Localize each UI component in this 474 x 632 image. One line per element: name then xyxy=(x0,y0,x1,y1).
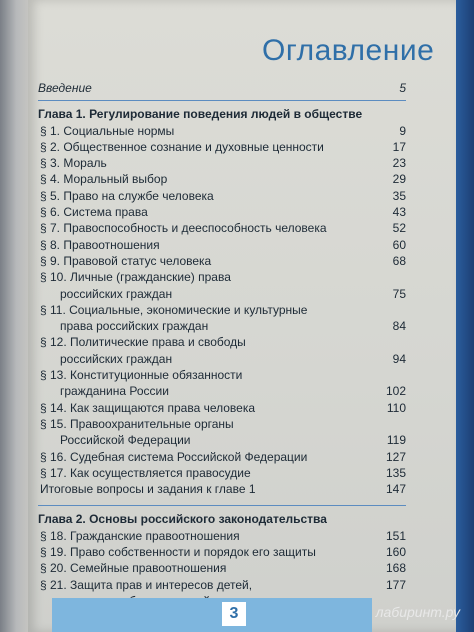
toc-item-label: § 7. Правоспособность и дееспособность человека xyxy=(40,221,327,236)
toc-item-label: § 2. Общественное сознание и духовные ценности xyxy=(40,139,324,154)
toc-item-page: 127 xyxy=(385,449,406,464)
toc-item[interactable] xyxy=(38,139,406,155)
toc-item[interactable] xyxy=(38,188,406,204)
toc-intro[interactable] xyxy=(38,80,406,96)
toc-item[interactable] xyxy=(38,204,406,220)
toc-item-label: § 3. Мораль xyxy=(40,156,107,171)
toc-item[interactable] xyxy=(38,155,406,171)
toc-item-page: 94 xyxy=(392,351,406,366)
page-number: 3 xyxy=(222,602,246,626)
toc-item-label: § 19. Право собственности и порядок его защиты xyxy=(40,545,316,560)
toc-item-label: § 21. Защита прав и интересов детей, xyxy=(40,577,253,592)
toc-item-page: 135 xyxy=(385,465,406,480)
toc-item[interactable] xyxy=(38,528,406,544)
footer-bar xyxy=(52,598,372,632)
toc-item-label: Российской Федерации xyxy=(60,433,191,448)
toc-item-label: § 18. Гражданские правоотношения xyxy=(40,528,240,543)
toc-item-page: 110 xyxy=(386,400,406,415)
divider xyxy=(38,100,406,101)
toc-item-label: § 8. Правоотношения xyxy=(40,237,160,252)
toc-item-page: 68 xyxy=(392,253,406,268)
toc-item-page: 52 xyxy=(392,221,406,236)
toc-item-label: § 5. Право на службе человека xyxy=(40,188,214,203)
toc-item-label: § 9. Правовой статус человека xyxy=(40,253,212,268)
toc-item[interactable] xyxy=(38,334,406,350)
toc-item-page: 102 xyxy=(385,384,406,399)
toc-item[interactable] xyxy=(38,400,406,416)
toc-item[interactable] xyxy=(38,416,406,432)
toc-item[interactable] xyxy=(38,481,406,497)
book-cover-edge xyxy=(456,0,474,632)
toc-item[interactable] xyxy=(38,432,406,448)
toc-item-page: 9 xyxy=(399,123,406,138)
toc-item-page: 23 xyxy=(392,156,406,171)
toc-item[interactable] xyxy=(38,544,406,560)
toc-item-page: 177 xyxy=(385,577,406,592)
toc-item-page: 5 xyxy=(399,81,406,95)
toc-item-label: § 14. Как защищаются права человека xyxy=(40,400,256,415)
toc-item-label: Итоговые вопросы и задания к главе 1 xyxy=(40,482,256,497)
toc-item-label: § 13. Конституционные обязанности xyxy=(40,368,243,383)
toc-item[interactable] xyxy=(38,269,406,285)
toc-item-page: 29 xyxy=(392,172,406,187)
toc-item-label: § 1. Социальные нормы xyxy=(40,123,175,138)
toc-item-label: российских граждан xyxy=(60,286,173,301)
toc-item[interactable] xyxy=(38,465,406,481)
toc-item-label: российских граждан xyxy=(60,351,173,366)
page-title: Оглавление xyxy=(262,34,435,67)
toc-item-page: 75 xyxy=(392,286,406,301)
toc-item-label: § 12. Политические права и свободы xyxy=(40,335,246,350)
toc-item[interactable] xyxy=(38,318,406,334)
toc-item[interactable] xyxy=(38,560,406,576)
toc-item-label: § 16. Судебная система Российской Федерации xyxy=(40,449,308,464)
toc-item[interactable] xyxy=(38,577,406,593)
toc-item[interactable] xyxy=(38,449,406,465)
chapter-2-heading[interactable]: Глава 2. Основы российского законодательства xyxy=(38,512,327,527)
chapter-1-list xyxy=(38,123,406,498)
toc-item-label: права российских граждан xyxy=(60,319,209,334)
toc-item-page: 60 xyxy=(392,237,406,252)
toc-item-page: 35 xyxy=(392,188,406,203)
table-of-contents xyxy=(38,80,406,609)
toc-item-page: 119 xyxy=(386,433,406,448)
toc-item-page: 84 xyxy=(392,319,406,334)
toc-item-label: § 20. Семейные правоотношения xyxy=(40,561,227,576)
divider xyxy=(38,505,406,506)
toc-item-page: 168 xyxy=(385,561,406,576)
toc-item-label: § 4. Моральный выбор xyxy=(40,172,168,187)
left-page-edge xyxy=(0,0,30,632)
chapter-2-list xyxy=(38,528,406,609)
toc-item-label: § 6. Система права xyxy=(40,205,148,220)
toc-item[interactable] xyxy=(38,253,406,269)
toc-item-page: 160 xyxy=(385,545,406,560)
toc-item-label: § 15. Правоохранительные органы xyxy=(40,416,234,431)
toc-item-page: 17 xyxy=(392,139,406,154)
toc-item-page: 147 xyxy=(385,482,406,497)
toc-item-label: гражданина России xyxy=(60,384,169,399)
toc-item-label: § 10. Личные (гражданские) права xyxy=(40,270,231,285)
toc-item[interactable] xyxy=(38,302,406,318)
chapter-1-heading[interactable]: Глава 1. Регулирование поведения людей в обществе xyxy=(38,107,363,122)
toc-item[interactable] xyxy=(38,171,406,187)
toc-item[interactable] xyxy=(38,367,406,383)
toc-item[interactable] xyxy=(38,123,406,139)
toc-item[interactable] xyxy=(38,383,406,399)
toc-item-page: 43 xyxy=(392,205,406,220)
toc-item[interactable] xyxy=(38,220,406,236)
toc-item-label: § 11. Социальные, экономические и культурные xyxy=(40,302,308,317)
toc-item[interactable] xyxy=(38,286,406,302)
toc-item[interactable] xyxy=(38,237,406,253)
toc-item[interactable] xyxy=(38,351,406,367)
watermark: лабиринт.ру xyxy=(375,604,460,620)
toc-item-label: § 17. Как осуществляется правосудие xyxy=(40,465,251,480)
toc-item-label: Введение xyxy=(38,81,92,95)
toc-item-page: 151 xyxy=(385,528,406,543)
